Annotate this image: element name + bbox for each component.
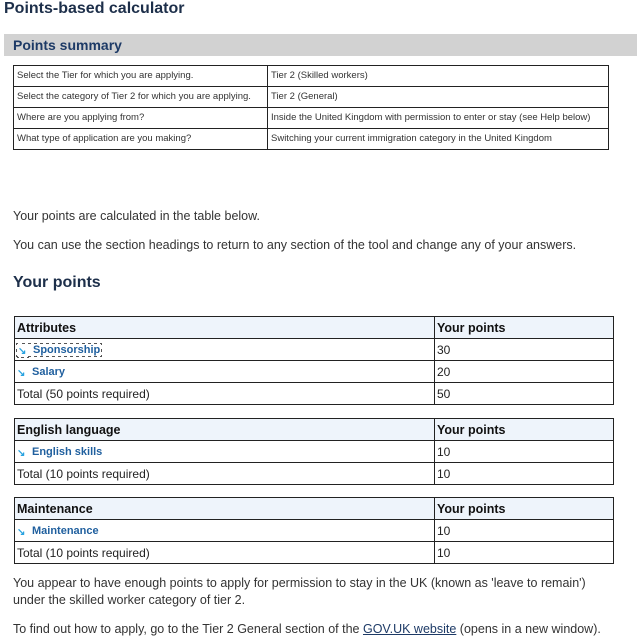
intro-help-text: You can use the section headings to return to any section of the tool and change any of your answers. [13, 238, 577, 252]
arrow-down-right-icon: ↘ [17, 368, 26, 379]
summary-question: Select the category of Tier 2 for which you are applying. [14, 87, 268, 108]
salary-label: Salary [32, 366, 66, 378]
total-label: Total (50 points required) [15, 383, 435, 405]
arrow-down-right-icon: ↘ [17, 448, 26, 459]
result-text [13, 575, 586, 609]
points-summary-header [4, 34, 637, 56]
sponsorship-cell [15, 339, 435, 361]
salary-cell [15, 361, 435, 383]
total-label: Total (10 points required) [15, 542, 435, 564]
maintenance-table [14, 497, 614, 564]
points-header: Your points [435, 498, 614, 520]
english-language-table [14, 418, 614, 485]
summary-row [14, 66, 609, 87]
table-row [15, 361, 614, 383]
attributes-header: Attributes [15, 317, 435, 339]
maintenance-header: Maintenance [15, 498, 435, 520]
sponsorship-label: Sponsorship [33, 344, 101, 356]
salary-link[interactable] [17, 366, 65, 378]
summary-answer: Inside the United Kingdom with permission to enter or stay (see Help below) [268, 108, 609, 129]
total-row [15, 463, 614, 485]
result-line-1: You appear to have enough points to apply for permission to stay in the UK (known as 'leave to remain') [13, 576, 586, 590]
summary-question: Where are you applying from? [14, 108, 268, 129]
arrow-down-right-icon: ↘ [17, 527, 26, 538]
points-summary-table [13, 65, 609, 150]
summary-answer: Tier 2 (General) [268, 87, 609, 108]
summary-row [14, 87, 609, 108]
english-skills-link[interactable] [17, 446, 102, 458]
table-row [15, 441, 614, 463]
english-skills-points: 10 [435, 441, 614, 463]
attributes-table [14, 316, 614, 405]
intro-text: Your points are calculated in the table below. [13, 209, 260, 223]
summary-answer: Switching your current immigration category in the United Kingdom [268, 129, 609, 150]
apply-suffix: (opens in a new window). [456, 622, 601, 636]
table-header-row [15, 419, 614, 441]
total-points: 50 [435, 383, 614, 405]
table-header-row [15, 498, 614, 520]
salary-points: 20 [435, 361, 614, 383]
maintenance-cell [15, 520, 435, 542]
total-points: 10 [435, 463, 614, 485]
apply-prefix: To find out how to apply, go to the Tier 2 General section of the [13, 622, 363, 636]
sponsorship-points: 30 [435, 339, 614, 361]
summary-question: Select the Tier for which you are applying. [14, 66, 268, 87]
result-line-2: under the skilled worker category of tier 2. [13, 593, 246, 607]
points-header: Your points [435, 317, 614, 339]
table-header-row [15, 317, 614, 339]
total-row [15, 542, 614, 564]
english-skills-label: English skills [32, 446, 103, 458]
points-summary-title: Points summary [13, 37, 122, 53]
english-skills-cell [15, 441, 435, 463]
summary-question: What type of application are you making? [14, 129, 268, 150]
total-label: Total (10 points required) [15, 463, 435, 485]
sponsorship-link[interactable] [17, 344, 101, 356]
apply-text [13, 621, 601, 638]
english-language-header: English language [15, 419, 435, 441]
summary-answer: Tier 2 (Skilled workers) [268, 66, 609, 87]
arrow-down-right-icon: ↘ [18, 346, 27, 357]
gov-uk-link[interactable]: GOV.UK website [362, 622, 457, 636]
summary-row [14, 129, 609, 150]
table-row [15, 520, 614, 542]
total-points: 10 [435, 542, 614, 564]
table-row [15, 339, 614, 361]
maintenance-points: 10 [435, 520, 614, 542]
summary-row [14, 108, 609, 129]
your-points-heading: Your points [13, 274, 101, 291]
maintenance-link[interactable] [17, 525, 99, 537]
maintenance-label: Maintenance [32, 525, 99, 537]
total-row [15, 383, 614, 405]
points-header: Your points [435, 419, 614, 441]
page-title: Points-based calculator [4, 0, 185, 17]
